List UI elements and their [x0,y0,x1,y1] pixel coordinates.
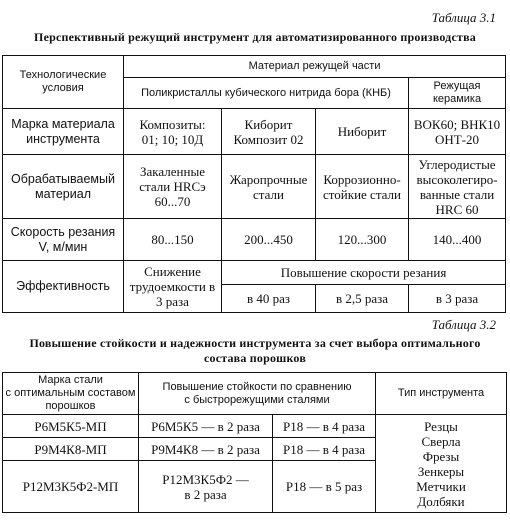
cell [124,261,222,313]
text-line: условия [42,82,84,94]
header-ceramic [409,78,506,109]
text-line: 3 раза [156,294,189,309]
cell: Р18 — в 4 раза [273,415,376,438]
header-material-group: Материал режущей части [124,56,506,78]
text-line: керамика [432,93,482,105]
text-line: Сверла [421,433,461,449]
header-conditions [3,56,124,109]
cell [124,155,222,219]
cell [316,155,409,219]
text-line: материал [35,186,91,201]
row-label-grade [3,109,124,155]
cell [409,109,506,155]
text-line: Марка стали [38,374,103,386]
text-line: 120...300 [337,232,387,247]
text-line: Повышение стойкости и надежности инструмента за счет выбора оптимального [29,336,481,350]
header-cbn-group: Поликристаллы кубического нитрида бора (КНБ) [124,78,409,109]
cell [222,155,316,219]
text-line: Р6М5К5 — в 2 раза [151,418,260,434]
text-line: Зенкеры [417,463,465,479]
text-line: 01; 10; 10Д [141,131,204,147]
text-line: с быстрорежущими сталями [184,393,330,406]
header-increase [139,373,376,415]
cell [316,109,409,155]
text-line: Метчики [416,478,466,494]
header-tool-type: Тип инструмента [376,373,507,415]
text-line: Обрабатываемый [10,171,115,186]
tool-types-cell [376,415,507,513]
text-line: стойкие стали [323,186,401,202]
text-line: трудоемкости в [129,279,216,294]
text-line: ВОК60; ВНК10 [413,116,501,132]
text-line: инструмента [26,131,100,146]
table2-caption: Таблица 3.2 [431,317,496,332]
text-line: Закаленные [140,164,205,179]
cell [139,461,273,513]
cell [409,219,506,261]
text-line: Углеродистые [418,156,496,172]
text-line: с оптимальным составом [5,387,136,399]
table2 [2,372,507,513]
text-line: Композит 02 [233,131,304,147]
cell: Р18 — в 4 раза [273,438,376,461]
cell [139,415,273,438]
text-line: Коррозионно- [323,171,401,187]
table1-caption: Таблица 3.1 [431,10,496,25]
text-line: в 2 раза [184,486,227,502]
cell: в 3 раза [409,285,506,313]
speed-increase-header: Повышение скорости резания [222,261,506,285]
cell [316,219,409,261]
text-line: 60...70 [154,194,191,209]
text-line: 140...400 [432,232,482,247]
cell [139,438,273,461]
text-line: Скорость резания [10,224,116,239]
text-line: ванные стали [419,186,495,202]
text-line: Технологические [19,69,107,81]
text-line: Р12М3К5Ф2 — [162,471,249,487]
text-line: Повышение стойкости по сравнению [162,380,352,393]
cell [222,109,316,155]
text-line: Долбяки [417,493,465,509]
row-label-speed [3,219,124,261]
text-line: стали HRCэ [139,179,206,194]
table2-title [0,336,510,366]
grade-cell: Р9М4К8-МП [3,438,139,461]
text-line: состава порошков [203,351,307,365]
text-line: Снижение [144,264,201,279]
text-line: 200...450 [244,232,293,247]
text-line: Ниборит [337,124,387,139]
cell: в 40 раз [222,285,316,313]
cell: в 2,5 раза [316,285,409,313]
text-line: Режущая [433,80,481,92]
text-line: Р9М4К8 — в 2 раза [151,441,260,457]
table1-title: Перспективный режущий инструмент для автоматизированного производства [34,30,476,44]
text-line: V, м/мин [38,239,88,254]
cell [124,109,222,155]
grade-cell: Р6М5К5-МП [3,415,139,438]
text-line: порошков [45,400,96,412]
text-line: Киборит [244,116,293,132]
text-line: высоколегиро- [416,171,498,187]
text-line: 80...150 [151,232,194,247]
table1 [2,55,506,313]
cell: Р18 — в 5 раз [273,461,376,513]
text-line: Резцы [424,418,458,434]
text-line: ОНТ-20 [435,131,480,147]
cell [124,219,222,261]
header-grade [3,373,139,415]
cell [222,219,316,261]
text-line: HRC 60 [435,201,479,217]
grade-cell: Р12М3К5Ф2-МП [3,461,139,513]
text-line: стали [253,186,284,202]
cell [409,155,506,219]
row-label-material [3,155,124,219]
text-line: Фрезы [422,448,460,464]
text-line: Марка материала [11,116,115,131]
row-label-efficiency: Эффективность [3,261,124,313]
text-line: Композиты: [139,116,206,132]
text-line: Жаропрочные [229,171,308,187]
